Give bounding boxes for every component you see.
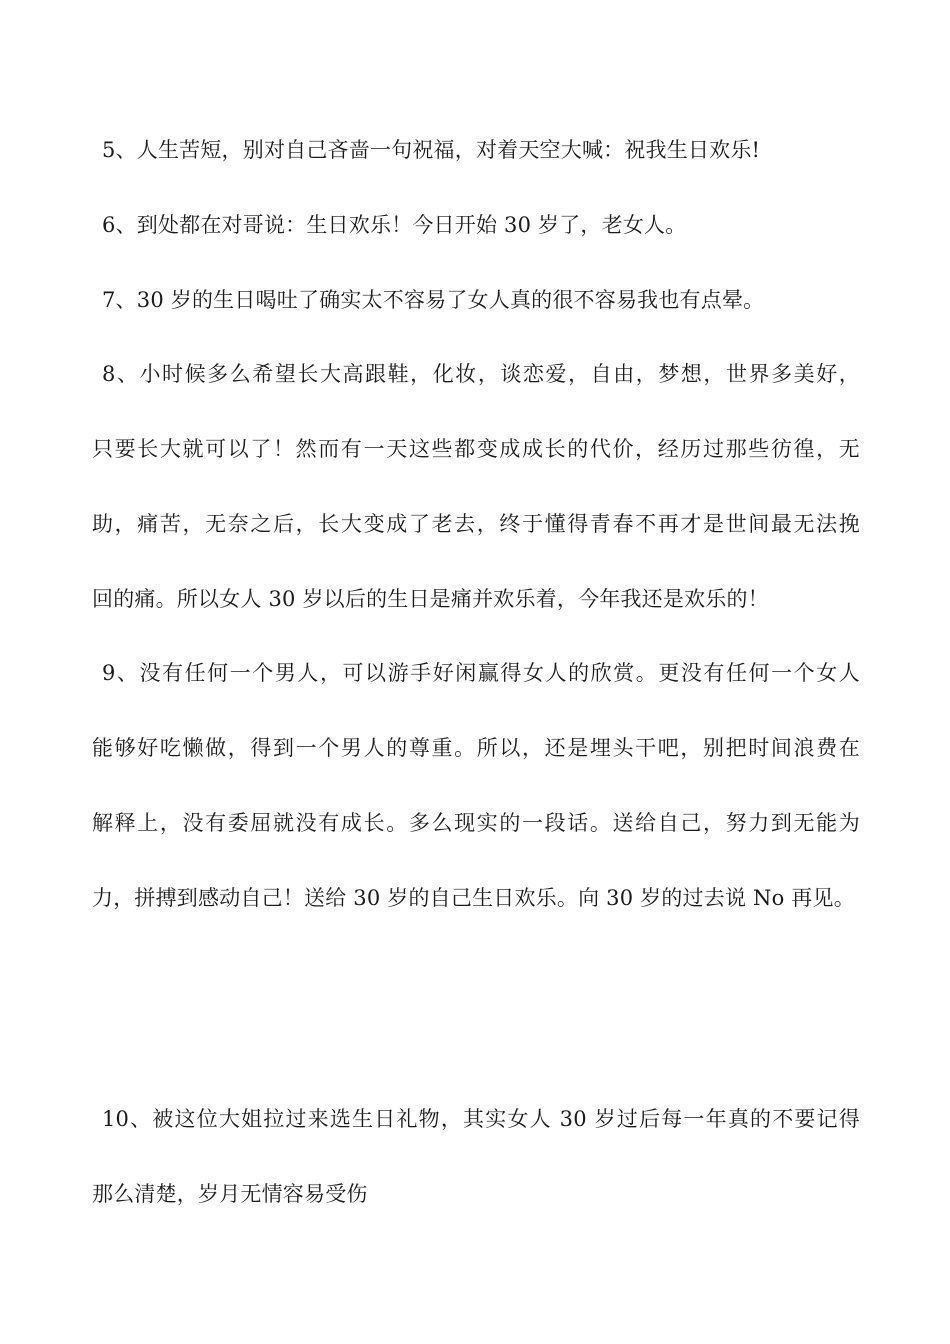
paragraph-line: 只要长大就可以了！然而有一天这些都变成成长的代价，经历过那些彷徨，无 — [92, 437, 860, 461]
paragraph-9 — [92, 636, 860, 936]
paragraph-8 — [92, 337, 860, 637]
paragraph-5 — [92, 113, 860, 188]
paragraph-6 — [92, 188, 860, 263]
paragraph-line: 8、小时候多么希望长大高跟鞋，化妆，谈恋爱，自由，梦想，世界多美好， — [102, 362, 860, 386]
paragraph-line: 10、被这位大姐拉过来选生日礼物，其实女人 30 岁过后每一年真的不要记得 — [102, 1107, 860, 1131]
paragraph-line: 解释上，没有委屈就没有成长。多么现实的一段话。送给自己，努力到无能为 — [92, 811, 860, 835]
paragraph-line: 能够好吃懒做，得到一个男人的尊重。所以，还是埋头干吧，别把时间浪费在 — [92, 736, 860, 760]
paragraph-line: 9、没有任何一个男人，可以游手好闲赢得女人的欣赏。更没有任何一个女人 — [102, 661, 860, 685]
paragraph-line: 助，痛苦，无奈之后，长大变成了老去，终于懂得青春不再才是世间最无法挽 — [92, 512, 860, 536]
paragraph-10 — [92, 1082, 860, 1232]
paragraph-line: 力，拼搏到感动自己！送给 30 岁的自己生日欢乐。向 30 岁的过去说 No 再见。 — [92, 886, 855, 910]
paragraph-7 — [92, 263, 860, 338]
paragraph-line: 那么清楚，岁月无情容易受伤 — [92, 1182, 368, 1206]
paragraph-line: 回的痛。所以女人 30 岁以后的生日是痛并欢乐着，今年我还是欢乐的！ — [92, 587, 769, 611]
paragraph-line: 7、30 岁的生日喝吐了确实太不容易了女人真的很不容易我也有点晕。 — [102, 288, 765, 312]
paragraph-line: 6、到处都在对哥说：生日欢乐！今日开始 30 岁了，老女人。 — [102, 213, 687, 237]
paragraph-line: 5、人生苦短，别对自己吝啬一句祝福，对着天空大喊：祝我生日欢乐! — [102, 138, 761, 162]
